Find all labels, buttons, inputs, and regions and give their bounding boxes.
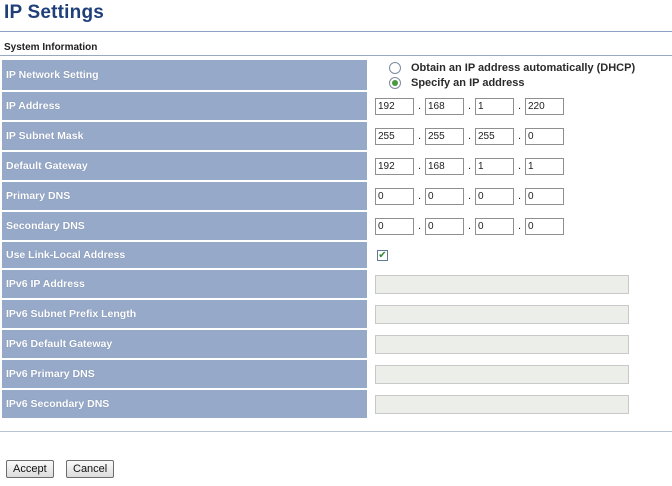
primary-dns-field — [375, 188, 672, 205]
checkmark-icon: ✔ — [378, 249, 387, 261]
row-ip-network-setting — [2, 60, 672, 90]
dhcp-option[interactable] — [375, 60, 672, 75]
row-secondary-dns — [2, 212, 672, 240]
row-ipv6-prefix — [2, 300, 672, 328]
accept-button[interactable]: Accept — [6, 460, 54, 478]
ipv6-gateway-label: IPv6 Default Gateway — [2, 330, 371, 358]
default-gateway-octet-3[interactable] — [475, 158, 514, 175]
section-divider — [0, 55, 672, 56]
octet-separator: . — [517, 220, 522, 232]
row-default-gateway — [2, 152, 672, 180]
primary-dns-octet-1[interactable] — [375, 188, 414, 205]
ip-address-octet-4[interactable] — [525, 98, 564, 115]
secondary-dns-octet-2[interactable] — [425, 218, 464, 235]
secondary-dns-octet-1[interactable] — [375, 218, 414, 235]
subnet-mask-octet-4[interactable] — [525, 128, 564, 145]
footer-divider — [0, 431, 672, 432]
settings-table — [2, 58, 672, 420]
ipv6-address-label: IPv6 IP Address — [2, 270, 371, 298]
ipv6-secondary-dns-label: IPv6 Secondary DNS — [2, 390, 371, 418]
octet-separator: . — [467, 160, 472, 172]
row-ipv6-secondary-dns — [2, 390, 672, 418]
primary-dns-octet-2[interactable] — [425, 188, 464, 205]
ipv6-primary-dns-label: IPv6 Primary DNS — [2, 360, 371, 388]
ip-address-label: IP Address — [2, 92, 371, 120]
ip-network-setting-options — [371, 60, 672, 90]
octet-separator: . — [467, 100, 472, 112]
primary-dns-label: Primary DNS — [2, 182, 371, 210]
link-local-label: Use Link-Local Address — [2, 242, 371, 268]
dhcp-option-label: Obtain an IP address automatically (DHCP) — [411, 61, 636, 74]
ipv6-secondary-dns-input[interactable] — [375, 395, 629, 414]
default-gateway-octet-4[interactable] — [525, 158, 564, 175]
row-subnet-mask — [2, 122, 672, 150]
octet-separator: . — [467, 190, 472, 202]
ip-address-octet-1[interactable] — [375, 98, 414, 115]
row-ipv6-address — [2, 270, 672, 298]
primary-dns-octet-3[interactable] — [475, 188, 514, 205]
secondary-dns-label: Secondary DNS — [2, 212, 371, 240]
octet-separator: . — [517, 190, 522, 202]
octet-separator: . — [417, 100, 422, 112]
secondary-dns-octet-3[interactable] — [475, 218, 514, 235]
dhcp-radio[interactable] — [389, 62, 401, 74]
secondary-dns-octet-4[interactable] — [525, 218, 564, 235]
ip-network-setting-label: IP Network Setting — [2, 60, 371, 90]
row-primary-dns — [2, 182, 672, 210]
octet-separator: . — [467, 130, 472, 142]
default-gateway-label: Default Gateway — [2, 152, 371, 180]
default-gateway-field — [375, 158, 672, 175]
cancel-button[interactable]: Cancel — [66, 460, 114, 478]
octet-separator: . — [417, 220, 422, 232]
octet-separator: . — [517, 130, 522, 142]
ipv6-address-input[interactable] — [375, 275, 629, 294]
row-ip-address — [2, 92, 672, 120]
row-ipv6-gateway — [2, 330, 672, 358]
octet-separator: . — [467, 220, 472, 232]
ipv6-prefix-input[interactable] — [375, 305, 629, 324]
static-option[interactable] — [375, 75, 672, 90]
ip-address-field — [375, 98, 672, 115]
default-gateway-octet-1[interactable] — [375, 158, 414, 175]
static-radio[interactable] — [389, 77, 401, 89]
subnet-mask-octet-3[interactable] — [475, 128, 514, 145]
subnet-mask-octet-2[interactable] — [425, 128, 464, 145]
octet-separator: . — [417, 160, 422, 172]
ip-address-octet-2[interactable] — [425, 98, 464, 115]
ip-address-octet-3[interactable] — [475, 98, 514, 115]
subnet-mask-label: IP Subnet Mask — [2, 122, 371, 150]
row-link-local — [2, 242, 672, 268]
primary-dns-octet-4[interactable] — [525, 188, 564, 205]
octet-separator: . — [517, 160, 522, 172]
secondary-dns-field — [375, 218, 672, 235]
octet-separator: . — [417, 190, 422, 202]
ipv6-prefix-label: IPv6 Subnet Prefix Length — [2, 300, 371, 328]
link-local-checkbox[interactable] — [377, 250, 388, 261]
row-ipv6-primary-dns — [2, 360, 672, 388]
title-divider — [0, 31, 672, 32]
ipv6-primary-dns-input[interactable] — [375, 365, 629, 384]
subnet-mask-octet-1[interactable] — [375, 128, 414, 145]
octet-separator: . — [417, 130, 422, 142]
page-title: IP Settings — [4, 2, 105, 23]
section-title: System Information — [4, 42, 98, 53]
octet-separator: . — [517, 100, 522, 112]
default-gateway-octet-2[interactable] — [425, 158, 464, 175]
ipv6-gateway-input[interactable] — [375, 335, 629, 354]
subnet-mask-field — [375, 128, 672, 145]
static-option-label: Specify an IP address — [411, 76, 525, 89]
